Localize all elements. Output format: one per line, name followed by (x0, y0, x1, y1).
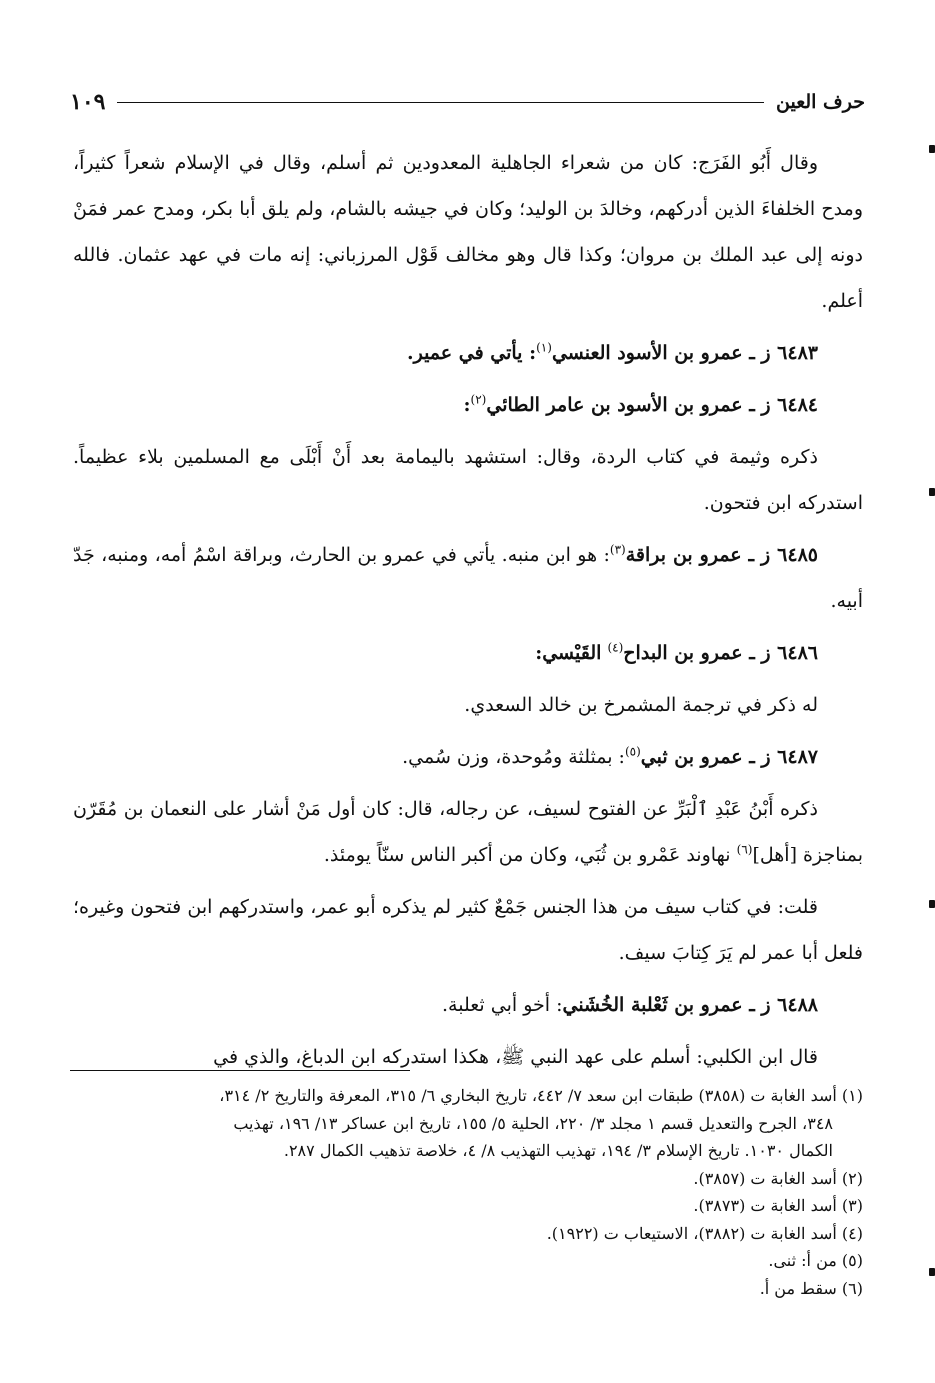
scan-edge-mark (929, 145, 935, 153)
paragraph-6487a-end: نهاوند عَمْرو بن ثُبَي، وكان من أكبر الناس سنّاً يومئذ. (323, 844, 737, 866)
entry-6484-heading: ٦٤٨٤ ز ـ عمرو بن الأسود بن عامر الطائي (486, 394, 818, 416)
entry-6484 (73, 382, 863, 428)
footnote-4: (٤) أسد الغابة ت (٣٨٨٢)، الاستيعاب ت (١٩٢٢). (546, 1223, 863, 1243)
entry-6483 (73, 330, 863, 376)
main-text (73, 140, 863, 1080)
entry-6486-text: : (535, 642, 543, 664)
header-rule (117, 102, 764, 103)
entry-6483-heading: ٦٤٨٣ ز ـ عمرو بن الأسود العنسي (551, 342, 818, 364)
entry-6488-text: : أخو أبي ثعلبة. (442, 994, 563, 1016)
footnote-6: (٦) سقط من أ. (759, 1278, 863, 1298)
paragraph-6487a (73, 786, 863, 878)
entry-6488 (73, 982, 863, 1028)
entry-6484-text: : (463, 394, 471, 416)
running-header (70, 86, 865, 118)
footnote-ref-6: (٦) (736, 842, 753, 857)
entry-6487 (73, 734, 863, 780)
paragraph-6486: له ذكر في ترجمة المشمرخ بن خالد السعدي. (464, 694, 818, 716)
footnote-1-continued-2: الكمال ١٠٣٠. تاريخ الإسلام ٣/ ١٩٤، تهذيب التهذيب ٨/ ٤، خلاصة تذهيب الكمال ٢٨٧. (283, 1141, 833, 1160)
paragraph-6487a-text: ذكره أَبْنُ عَبْدِ ٱلْبَرِّ عن الفتوح لسيف، عن رجاله، قال: كان أول مَنْ أشار على النعمان بن مُقَرّن بمناجزة [أهل] (73, 798, 863, 866)
entry-6485 (73, 532, 863, 624)
entry-6485-text: : هو ابن منبه. يأتي في عمرو بن الحارث، وبراقة اسْمُ أمه، ومنبه، جَدّ أبيه. (73, 544, 863, 612)
entry-6485-heading: ٦٤٨٥ ز ـ عمرو بن براقة (625, 544, 818, 566)
header-title: حرف العين (776, 91, 865, 113)
footnote-1-continued-1: ٣٤٨، الجرح والتعديل قسم ١ مجلد ٣/ ٢٢٠، الحلية ٥/ ١٥٥، تاريخ ابن عساكر ١٣/ ١٩٦، تهذيب (233, 1113, 833, 1133)
entry-6486-nisba: القَيْسي (542, 642, 602, 664)
footnote-ref-3: (٣) (609, 542, 626, 557)
entry-6486-heading: ٦٤٨٦ ز ـ عمرو بن البداح (623, 642, 818, 664)
paragraph-6487b: قلت: في كتاب سيف من هذا الجنس جَمْعٌ كثير لم يذكره أبو عمر، واستدركهم ابن فتحون وغيره؛ فلعل أبا عمر لم يَرَ كِتابَ سيف. (73, 896, 863, 964)
footnote-ref-5: (٥) (624, 744, 641, 759)
entry-6487-text: : بمثلثة ومُوحدة، وزن سُمي. (402, 746, 625, 768)
paragraph-6488: قال ابن الكلبي: أسلم على عهد النبي ﷺ، هكذا استدركه ابن الدباغ، والذي في (213, 1046, 818, 1068)
entry-6483-text: : يأتي في عمير. (406, 342, 537, 364)
footnote-ref-4: (٤) (607, 640, 624, 655)
footnotes (73, 1082, 863, 1302)
entry-6486 (73, 630, 863, 676)
paragraph-abu-alfaraj: وقال أَبُو الفَرَج: كان من شعراء الجاهلية المعدودين ثم أسلم، وقال في الإسلام شعراً كثيراً، ومدح الخلفاءَ الذين أدركهم، وخالدَ بن الوليد؛ وكان في جيشه بالشام، ولم يلق أبا بكر، ومدح عمر فمَنْ دونه إلى عبد الملك بن مروان؛ وكذا قال وهو مخالف قَوْل المرزباني: إنه مات في عهد عثمان. فالله أعلم. (73, 152, 863, 312)
scan-edge-mark (929, 1268, 935, 1276)
footnote-3: (٣) أسد الغابة ت (٣٨٧٣). (693, 1196, 863, 1215)
entry-6488-heading: ٦٤٨٨ ز ـ عمرو بن ثَعْلبة الخُشَني (562, 994, 818, 1016)
footnote-1: (١) أسد الغابة ت (٣٨٥٨) طبقات ابن سعد ٧/ ٤٤٢، تاريخ البخاري ٦/ ٣١٥، المعرفة والتاريخ ٢/ ٣١٤، (219, 1086, 863, 1105)
footnote-ref-1: (١) (536, 340, 552, 355)
footnote-5: (٥) من أ: ثنى. (768, 1251, 863, 1270)
entry-6487-heading: ٦٤٨٧ ز ـ عمرو بن ثبي (640, 746, 818, 768)
scan-edge-mark (929, 488, 935, 496)
footnote-divider (70, 1070, 410, 1071)
scan-edge-mark (929, 900, 935, 908)
footnote-ref-2: (٢) (470, 392, 487, 407)
page-number: ١٠٩ (70, 89, 106, 115)
footnote-2: (٢) أسد الغابة ت (٣٨٥٧). (693, 1168, 863, 1188)
paragraph-6484: ذكره وثيمة في كتاب الردة، وقال: استشهد باليمامة بعد أَنْ أَبْلَى مع المسلمين بلاء عظيماً. استدركه ابن فتحون. (73, 446, 863, 514)
